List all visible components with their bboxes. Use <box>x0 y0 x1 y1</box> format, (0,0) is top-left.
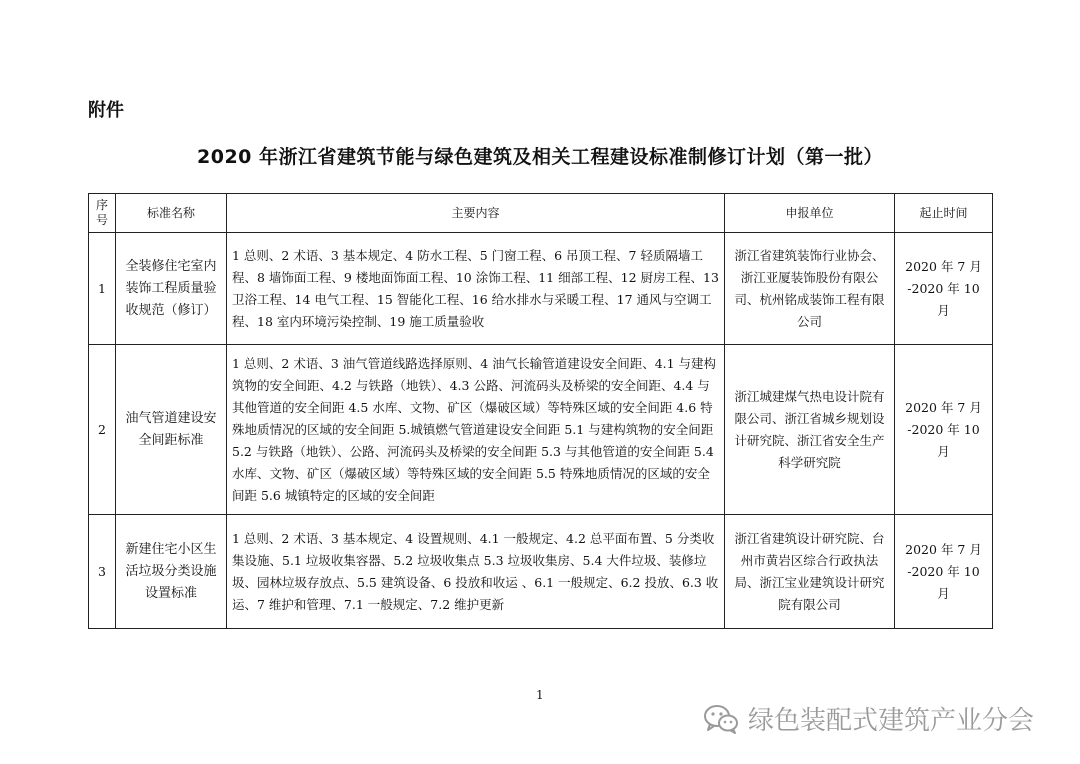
watermark <box>702 700 1034 737</box>
watermark-text: 绿色装配式建筑产业分会 <box>748 706 1035 736</box>
page-number: 1 <box>536 688 544 702</box>
table-row <box>89 233 993 345</box>
table-row <box>89 515 993 629</box>
row-standard-name: 油气管道建设安全间距标准 <box>116 345 227 515</box>
header-name: 标准名称 <box>116 194 227 233</box>
header-no: 序号 <box>89 194 116 233</box>
standards-plan-table <box>88 193 993 629</box>
row-no: 1 <box>89 233 116 345</box>
wechat-icon <box>702 703 740 735</box>
header-content: 主要内容 <box>227 194 725 233</box>
row-applicant-unit: 浙江省建筑设计研究院、台州市黄岩区综合行政执法局、浙江宝业建筑设计研究院有限公司 <box>725 515 895 629</box>
header-time: 起止时间 <box>895 194 993 233</box>
row-time-range: 2020 年 7 月 -2020 年 10 月 <box>895 515 993 629</box>
row-time-range: 2020 年 7 月 -2020 年 10 月 <box>895 345 993 515</box>
attachment-label: 附件 <box>88 100 124 121</box>
row-main-content: 1 总则、2 术语、3 油气管道线路选择原则、4 油气长输管道建设安全间距、4.1 与建构筑物的安全间距、4.2 与铁路（地铁）、4.3 公路、河流码头及桥梁的安全间距、4.4 与其他管道的安全间距 4.5 水库、文物、矿区（爆破区域）等特殊区域的安全间距 4.6 特殊地质情况的区域的安全间距 5.城镇燃气管道建设安全间距 5.1 与建构筑物的安全间距 5.2 与铁路（地铁）、公路、河流码头及桥梁的安全间距 5.3 与其他管道的安全间距 5.4 水库、文物、矿区（爆破区域）等特殊区域的安全间距 5.5 特殊地质情况的区域的安全间距 5.6 城镇特定的区域的安全间距 <box>227 345 725 515</box>
table-header-row <box>89 194 993 233</box>
document-title: 2020 年浙江省建筑节能与绿色建筑及相关工程建设标准制修订计划（第一批） <box>197 146 883 168</box>
row-applicant-unit: 浙江省建筑装饰行业协会、浙江亚厦装饰股份有限公司、杭州铭成装饰工程有限公司 <box>725 233 895 345</box>
row-applicant-unit: 浙江城建煤气热电设计院有限公司、浙江省城乡规划设计研究院、浙江省安全生产科学研究院 <box>725 345 895 515</box>
row-no: 2 <box>89 345 116 515</box>
row-main-content: 1 总则、2 术语、3 基本规定、4 防水工程、5 门窗工程、6 吊顶工程、7 轻质隔墙工程、8 墙饰面工程、9 楼地面饰面工程、10 涂饰工程、11 细部工程、12 厨房工程、13 卫浴工程、14 电气工程、15 智能化工程、16 给水排水与采暖工程、17 通风与空调工程、18 室内环境污染控制、19 施工质量验收 <box>227 233 725 345</box>
row-standard-name: 新建住宅小区生活垃圾分类设施设置标准 <box>116 515 227 629</box>
table-row <box>89 345 993 515</box>
header-unit: 申报单位 <box>725 194 895 233</box>
row-main-content: 1 总则、2 术语、3 基本规定、4 设置规则、4.1 一般规定、4.2 总平面布置、5 分类收集设施、5.1 垃圾收集容器、5.2 垃圾收集点 5.3 垃圾收集房、5.4 大件垃圾、装修垃圾、园林垃圾存放点、5.5 建筑设备、6 投放和收运 、6.1 一般规定、6.2 投放、6.3 收运、7 维护和管理、7.1 一般规定、7.2 维护更新 <box>227 515 725 629</box>
row-no: 3 <box>89 515 116 629</box>
row-standard-name: 全装修住宅室内装饰工程质量验收规范（修订） <box>116 233 227 345</box>
row-time-range: 2020 年 7 月 -2020 年 10 月 <box>895 233 993 345</box>
